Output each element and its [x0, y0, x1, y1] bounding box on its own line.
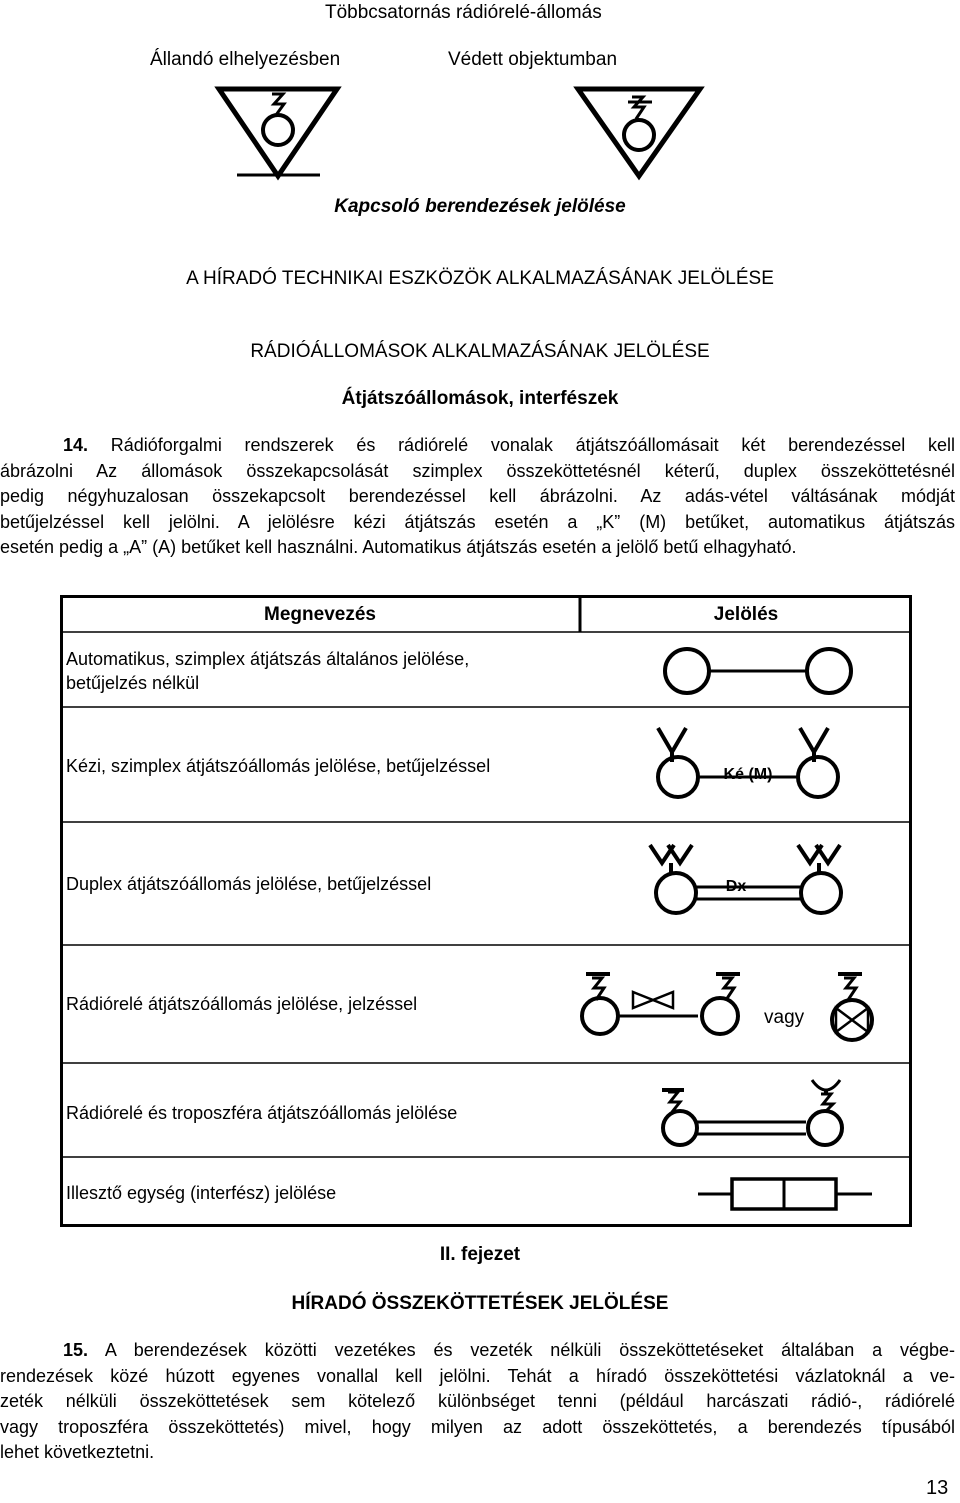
- symbol-radio-relay-troposphere: [640, 1070, 900, 1155]
- row-interface-unit: Illesztő egység (interfész) jelölése: [66, 1183, 337, 1203]
- heading-signal-tech: A HÍRADÓ TECHNIKAI ESZKÖZÖK ALKALMAZÁSÁNAK JELÖLÉSE: [186, 268, 774, 289]
- row-manual-simplex: Kézi, szimplex átjátszóállomás jelölése, betűjelzéssel: [66, 756, 491, 776]
- symbol-manual-simplex: [640, 720, 900, 820]
- row-radio-relay-troposphere: Rádiórelé és troposzféra átjátszóállomás jelölése: [66, 1103, 458, 1123]
- chapter-number: II. fejezet: [439, 1244, 521, 1265]
- symbol-duplex: [640, 835, 900, 940]
- row-automatic-simplex-line1: Automatikus, szimplex átjátszás általános jelölése,: [66, 649, 470, 669]
- paragraph-14-line-1: Rádióforgalmi rendszerek és rádiórelé vonalak átjátszóállomásait két berendezéssel kell: [110, 435, 955, 455]
- heading-switching: Kapcsoló berendezések jelölése: [334, 196, 626, 217]
- page-header-title: Többcsatornás rádiórelé-állomás: [325, 2, 602, 23]
- symbol-manual-simplex-text: Ké (M): [723, 766, 773, 783]
- heading-relay-stations: Átjátszóállomások, interfészek: [341, 388, 619, 409]
- paragraph-15-line-1: A berendezések közötti vezetékes és vezeték nélküli összeköttetéseket általában a végbe-: [104, 1340, 955, 1360]
- symbol-radio-relay: [570, 960, 910, 1060]
- paragraph-14-line-4: betűjelzéssel kell jelölni. A jelölésre kézi átjátszás esetén a „K” (M) betűket, automatikus átjátszás: [0, 511, 955, 532]
- paragraph-15-line-3: zeték nélküli összeköttetések sem kötelező különbséget tenni (például harcászati rádió-, rádiórelé: [0, 1391, 955, 1411]
- row-radio-relay: Rádiórelé átjátszóállomás jelölése, jelzéssel: [66, 994, 418, 1014]
- symbol-radio-relay-or: vagy: [764, 1007, 805, 1028]
- label-permanent: Állandó elhelyezésben: [150, 49, 341, 70]
- row-duplex: Duplex átjátszóállomás jelölése, betűjelzéssel: [66, 874, 432, 894]
- page-number: 13: [926, 1477, 949, 1499]
- paragraph-15-line-2: rendezések közé húzott egyenes vonallal kell jelölni. Tehát a híradó összeköttetési vázlatoknál a ve-: [0, 1365, 955, 1386]
- paragraph-14-number: 14.: [63, 435, 89, 455]
- chapter-title: HÍRADÓ ÖSSZEKÖTTETÉSEK JELÖLÉSE: [291, 1293, 669, 1314]
- paragraph-15-line-5: lehet következtetni.: [0, 1442, 155, 1462]
- paragraph-15-number: 15.: [63, 1340, 89, 1360]
- paragraph-15: [0, 1338, 955, 1466]
- symbol-automatic-simplex: [640, 645, 900, 705]
- paragraph-14-line-3: pedig négyhuzalosan összekapcsolt berendezéssel kell ábrázolni. Az adás-vétel váltásának módját: [0, 486, 955, 506]
- symbol-duplex-text: Dx: [725, 878, 747, 895]
- table-header-name: Megnevezés: [264, 604, 376, 625]
- symbol-interface-unit: [640, 1165, 900, 1225]
- row-automatic-simplex-line2: betűjelzés nélkül: [66, 673, 200, 693]
- row-automatic-simplex: [66, 647, 576, 695]
- heading-radio-stations: RÁDIÓÁLLOMÁSOK ALKALMAZÁSÁNAK JELÖLÉSE: [250, 341, 710, 362]
- label-protected: Védett objektumban: [448, 49, 618, 70]
- paragraph-14-line-5: esetén pedig a „A” (A) betűket kell használni. Automatikus átjátszás esetén a jelölő betű elhagyható.: [0, 537, 797, 557]
- paragraph-15-line-4: vagy troposzféra összeköttetés) mivel, hogy milyen az adott összeköttetés, a berendezés típusából: [0, 1416, 955, 1437]
- paragraph-14-line-2: ábrázolni Az állomások összekapcsolását szimplex összeköttetésnél kéterű, duplex összeköttetésnél: [0, 460, 955, 481]
- table-header-symbol: Jelölés: [713, 604, 779, 625]
